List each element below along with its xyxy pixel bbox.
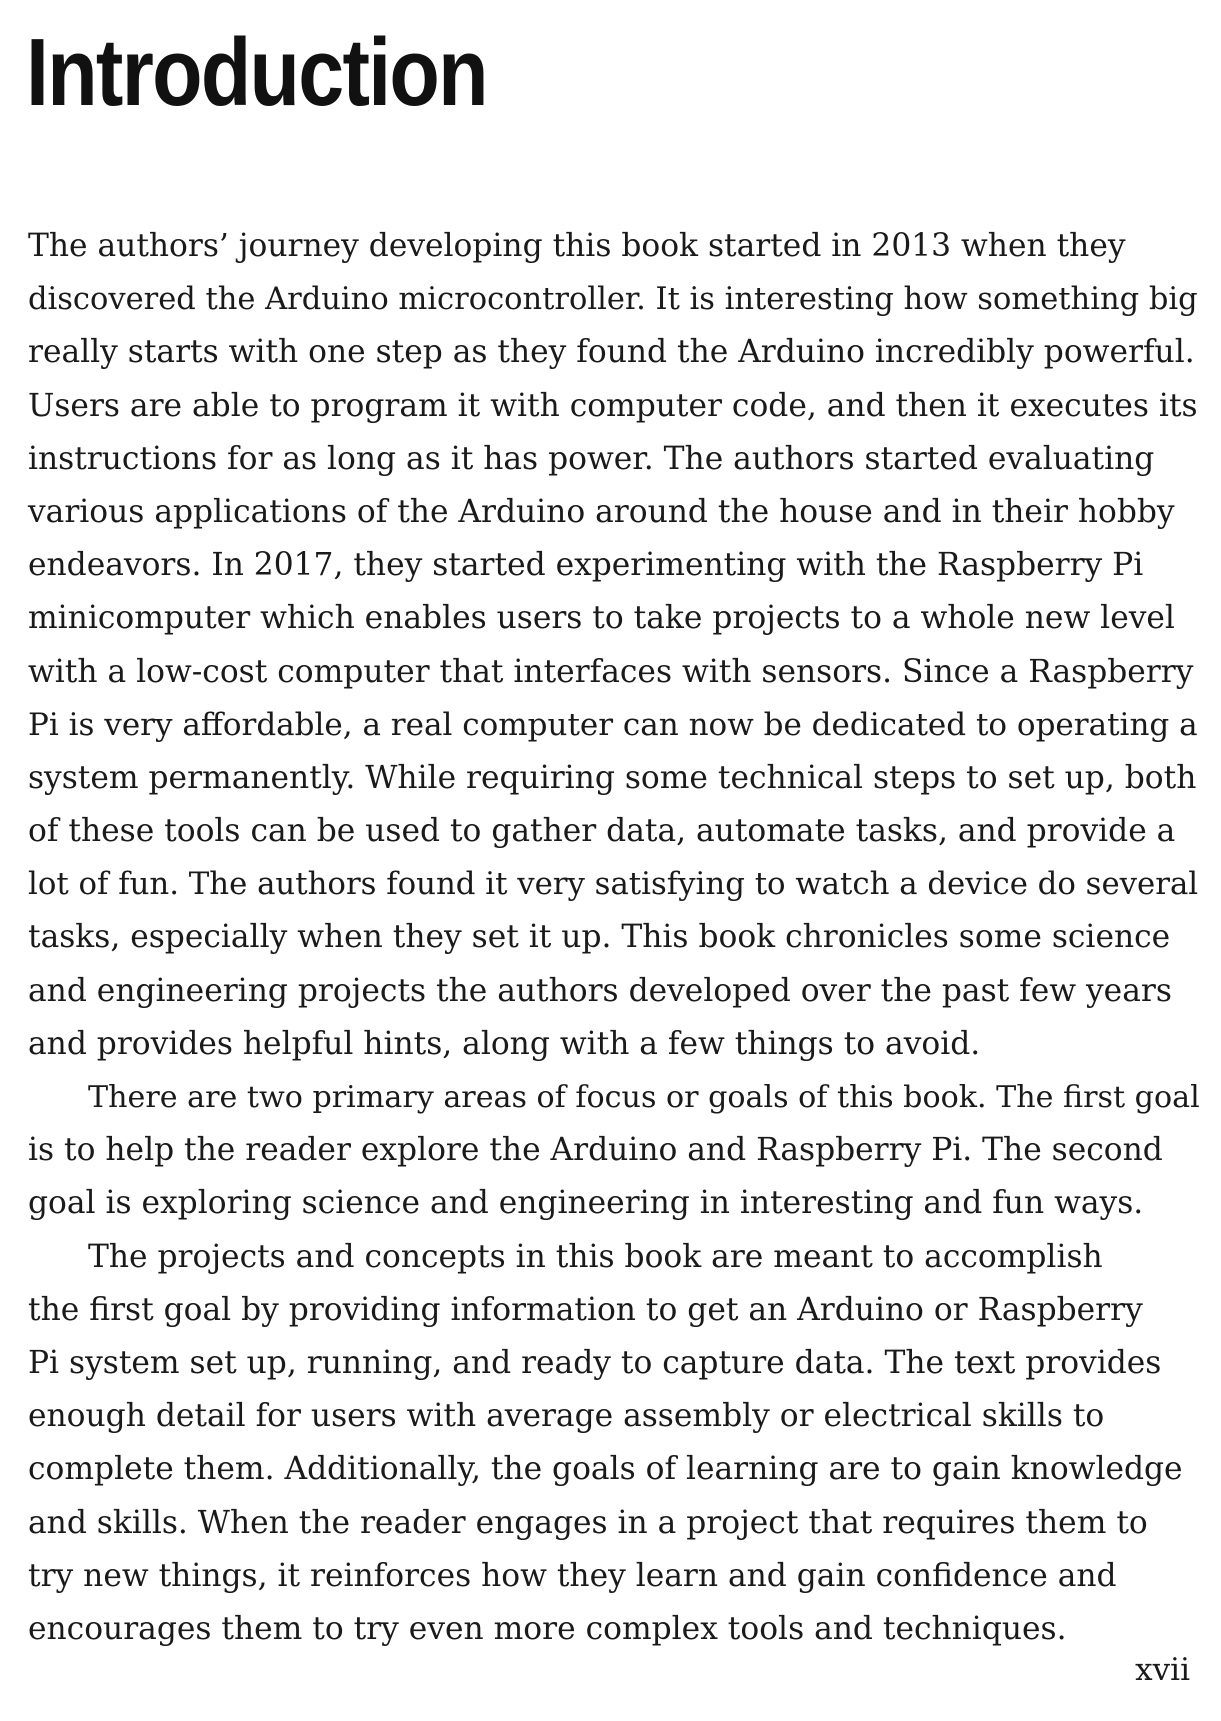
paragraph-1-line: discovered the Arduino microcontroller. It is interesting how something big [28, 282, 1198, 318]
paragraph-3-line: Pi system set up, running, and ready to capture data. The text provides [28, 1344, 1162, 1381]
paragraph-3-line: enough detail for users with average assembly or electrical skills to [28, 1398, 1105, 1435]
paragraph-1-line: with a low-cost computer that interfaces with sensors. Since a Raspberry [28, 653, 1194, 690]
paragraph-3-line: complete them. Additionally, the goals of learning are to gain knowledge [28, 1451, 1183, 1488]
paragraph-1-line: lot of fun. The authors found it very satisfying to watch a device do several [28, 866, 1199, 903]
paragraph-1-line: and engineering projects the authors developed over the past few years [28, 972, 1172, 1009]
paragraph-1-line: minicomputer which enables users to take projects to a whole new level [28, 600, 1175, 637]
paragraph-1-line: system permanently. While requiring some technical steps to set up, both [28, 759, 1197, 796]
paragraph-1-line: various applications of the Arduino around the house and in their hobby [28, 493, 1175, 530]
paragraph-1-line: Users are able to program it with computer code, and then it executes its [28, 387, 1198, 424]
body-text [28, 220, 1198, 1656]
paragraph-3-line: The projects and concepts in this book are meant to accomplish [88, 1238, 1103, 1275]
paragraph-1-line: of these tools can be used to gather data, automate tasks, and provide a [28, 813, 1176, 850]
paragraph-3-line: try new things, it reinforces how they learn and gain confidence and [28, 1557, 1117, 1594]
paragraph-1-line: instructions for as long as it has power. The authors started evaluating [28, 440, 1155, 477]
paragraph-1-line: tasks, especially when they set it up. This book chronicles some science [28, 919, 1171, 956]
paragraph-1-line: endeavors. In 2017, they started experimenting with the Raspberry Pi [28, 547, 1144, 584]
page-number: xvii [1135, 1652, 1190, 1688]
paragraph-2-line: There are two primary areas of focus or goals of this book. The first goal [88, 1080, 1200, 1115]
paragraph-2-line: goal is exploring science and engineering in interesting and fun ways. [28, 1185, 1144, 1222]
paragraph-3-line: encourages them to try even more complex tools and techniques. [28, 1610, 1067, 1647]
paragraph-3-line: and skills. When the reader engages in a project that requires them to [28, 1504, 1148, 1541]
paragraph-1-line: and provides helpful hints, along with a few things to avoid. [28, 1025, 981, 1062]
paragraph-2-line: is to help the reader explore the Arduino and Raspberry Pi. The second [28, 1132, 1163, 1169]
paragraph-1-line: really starts with one step as they found the Arduino incredibly powerful. [28, 334, 1195, 371]
chapter-title: Introduction [26, 19, 487, 126]
paragraph-3-line: the first goal by providing information to get an Arduino or Raspberry [28, 1291, 1143, 1328]
paragraph-1-line: The authors’ journey developing this book started in 2013 when they [28, 228, 1126, 264]
paragraph-1-line: Pi is very affordable, a real computer can now be dedicated to operating a [28, 706, 1198, 743]
